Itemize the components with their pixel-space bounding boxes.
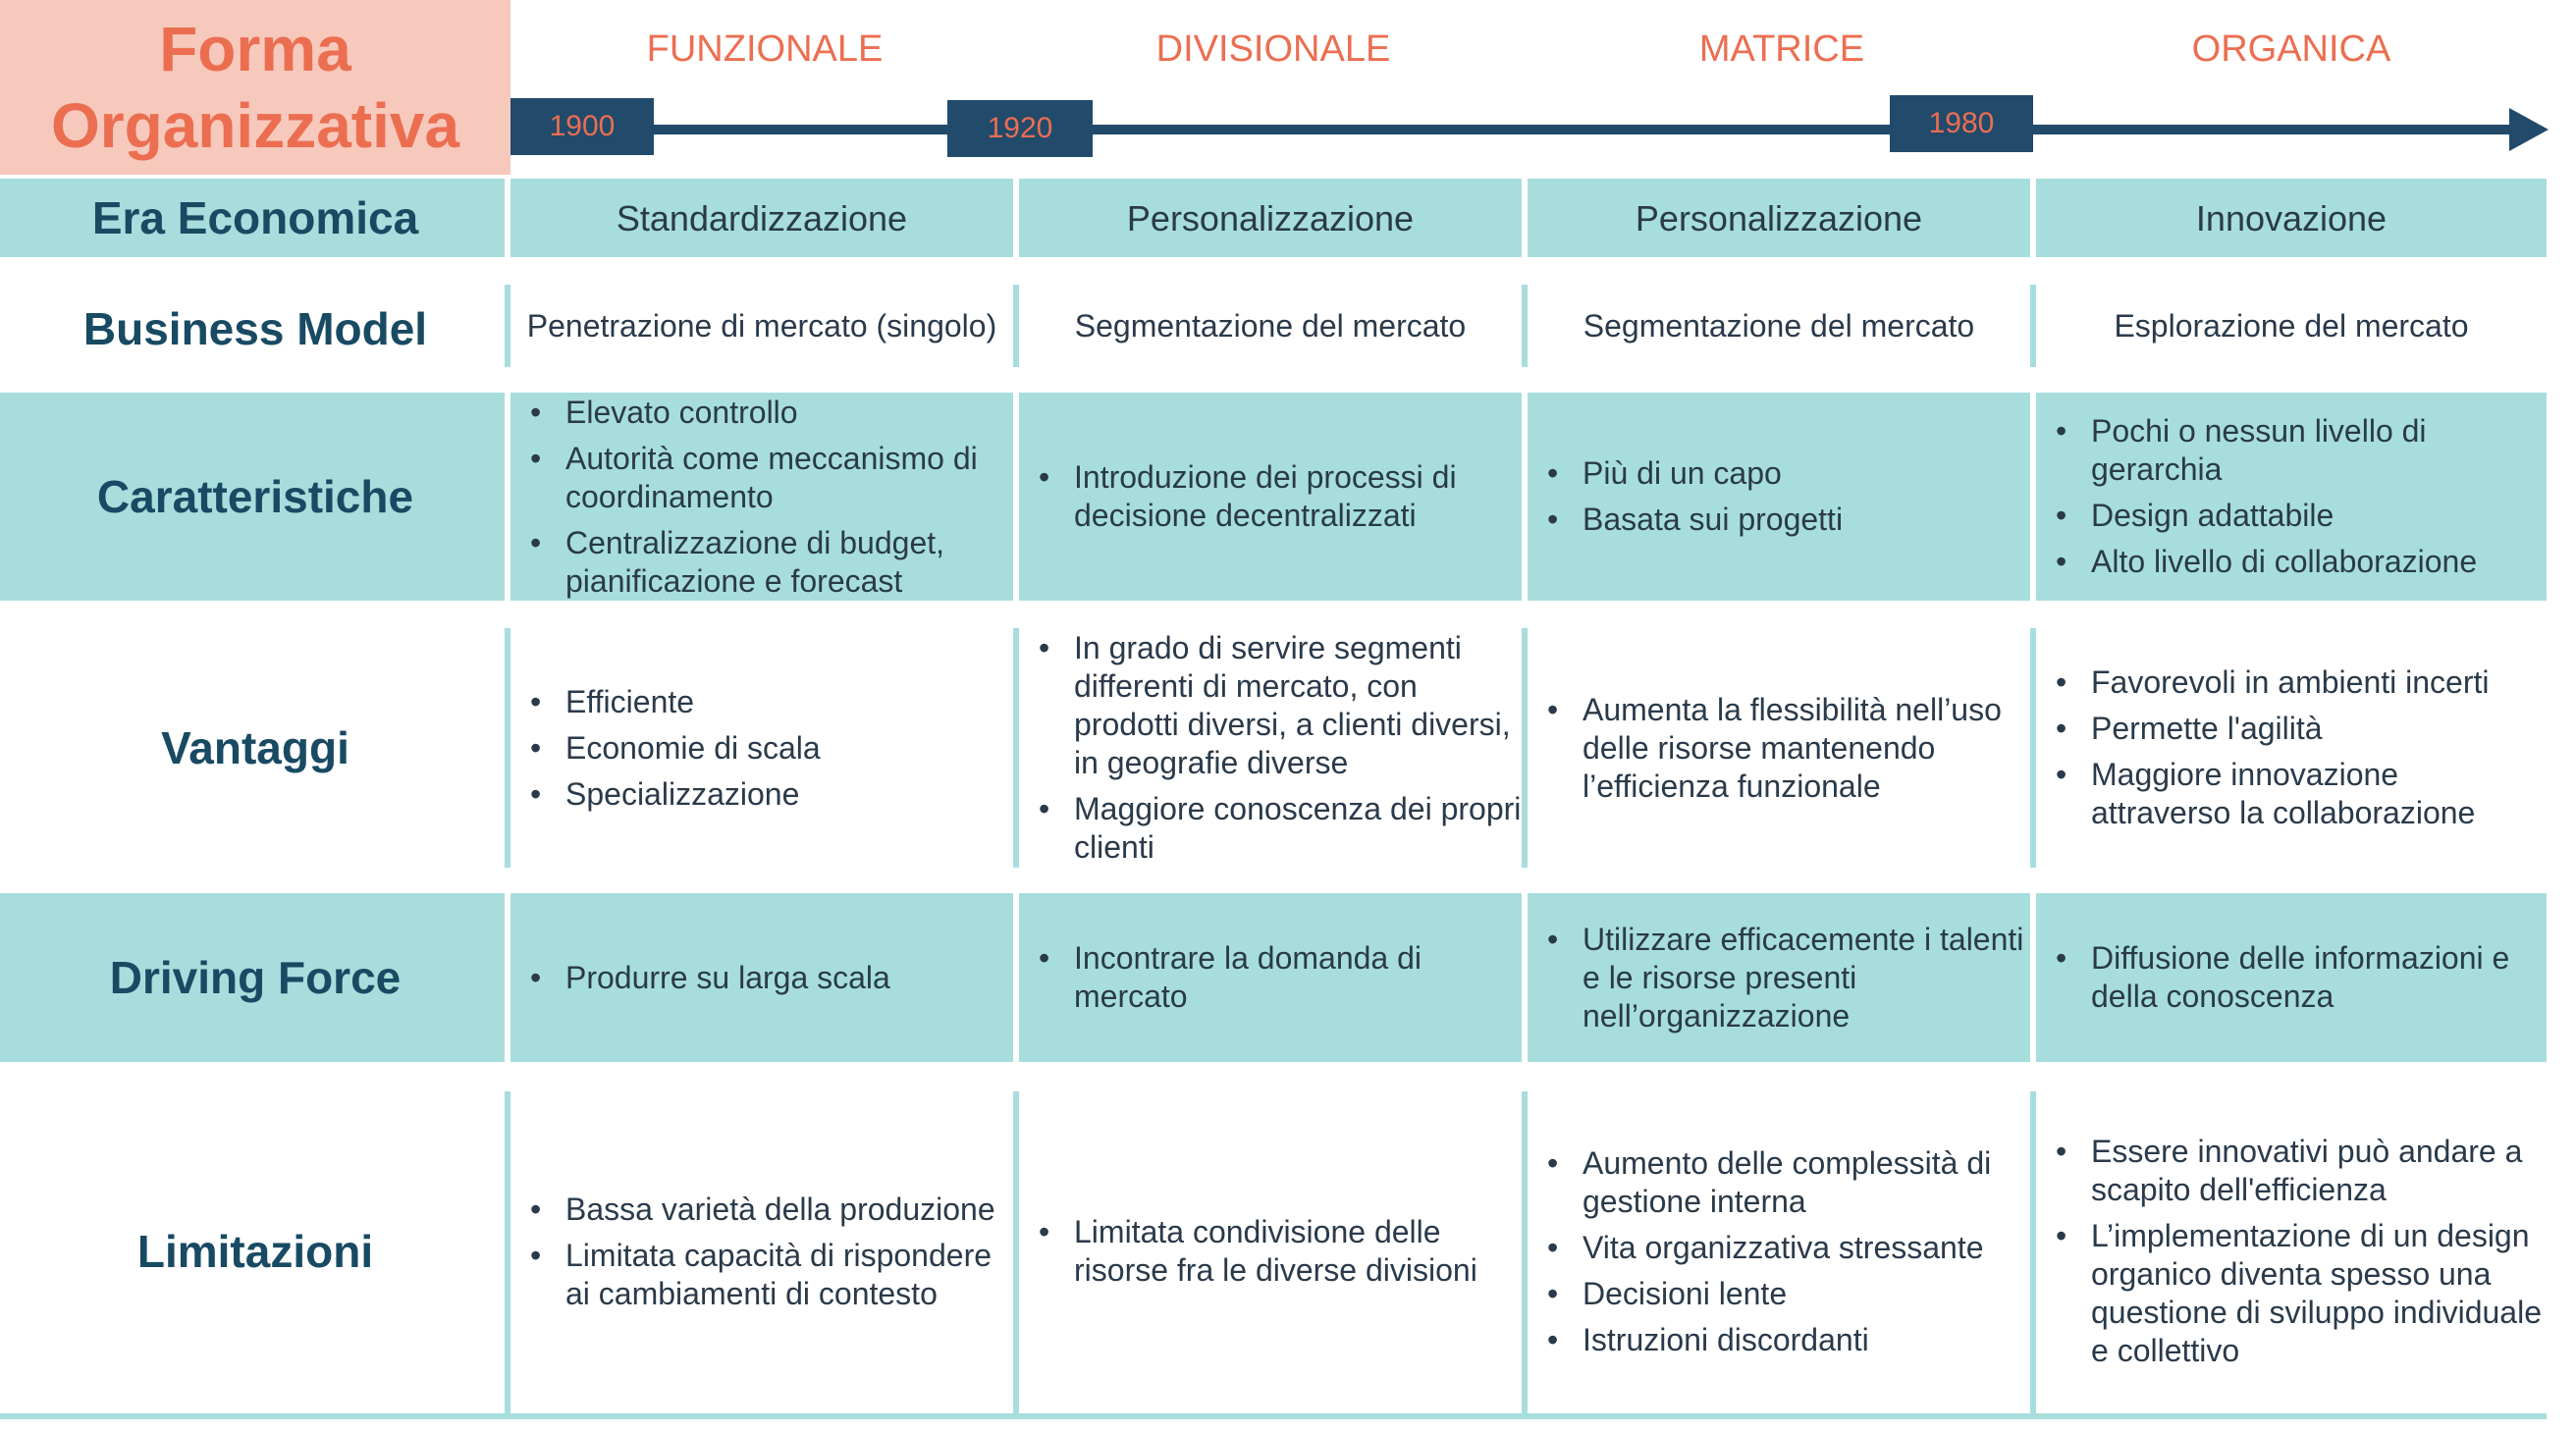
vantaggi-cell-organica: [2036, 628, 2547, 868]
list-item: • Incontrare la domanda di mercato: [1074, 939, 1522, 1016]
list-item: • Limitata capacità di rispondere ai cambiamenti di contesto: [565, 1237, 1013, 1313]
row-label-business-model: Business Model: [82, 303, 428, 354]
list-item: • Produrre su larga scala: [565, 959, 890, 997]
list-item: • L’implementazione di un design organico diventa spesso una questione di sviluppo individuale e collettivo: [2091, 1217, 2547, 1370]
list-item: • Elevato controllo: [565, 394, 1013, 432]
list-item: • Economie di scala: [565, 729, 821, 768]
limitazioni-cell-funzionale: [510, 1091, 1013, 1411]
list-item: • Decisioni lente: [1583, 1275, 2030, 1313]
business-cell-organica: Esplorazione del mercato: [2114, 307, 2469, 344]
era-cell-matrice: Personalizzazione: [1635, 197, 1923, 238]
list-item: • Specializzazione: [565, 775, 821, 814]
business-cell-matrice: Segmentazione del mercato: [1583, 307, 1975, 344]
list-item: • Bassa varietà della produzione: [565, 1191, 1013, 1229]
driving-cell-funzionale: [510, 893, 1013, 1062]
vantaggi-cell-funzionale: [510, 628, 1013, 868]
list-item: • Essere innovativi può andare a scapito dell'efficienza: [2091, 1133, 2547, 1209]
year-marker-1980: 1980: [1890, 95, 2033, 152]
list-item: • Vita organizzativa stressante: [1583, 1229, 2030, 1267]
list-item: • In grado di servire segmenti differenti di mercato, con prodotti diversi, a clienti diversi, in geografie diverse: [1074, 629, 1522, 782]
row-label-era: Era Economica: [91, 192, 419, 243]
form-header-divisionale: DIVISIONALE: [1155, 28, 1391, 70]
vantaggi-cell-matrice: [1528, 628, 2030, 868]
title-line-2: Organizzativa: [50, 90, 460, 161]
caratteristiche-cell-organica: [2036, 393, 2547, 601]
list-item: • Maggiore innovazione attraverso la collaborazione: [2091, 756, 2547, 832]
row-label-vantaggi: Vantaggi: [161, 722, 349, 773]
list-item: • Diffusione delle informazioni e della conoscenza: [2091, 939, 2547, 1016]
limitazioni-cell-organica: [2036, 1091, 2547, 1411]
list-item: • Utilizzare efficacemente i talenti e le risorse presenti nell’organizzazione: [1583, 921, 2030, 1035]
era-cell-organica: Innovazione: [2195, 197, 2388, 238]
driving-cell-organica: [2036, 893, 2547, 1062]
title-line-1: Forma: [159, 14, 351, 84]
list-item: • Favorevoli in ambienti incerti: [2091, 663, 2547, 702]
list-item: • Istruzioni discordanti: [1583, 1321, 2030, 1359]
business-cell-funzionale: Penetrazione di mercato (singolo): [526, 307, 997, 344]
form-header-organica: ORGANICA: [2191, 28, 2391, 70]
list-item: • Introduzione dei processi di decisione decentralizzati: [1074, 458, 1522, 535]
era-cell-divisionale: Personalizzazione: [1126, 197, 1415, 238]
list-item: • Basata sui progetti: [1583, 501, 1843, 539]
year-marker-1920: 1920: [947, 100, 1093, 157]
list-item: • Maggiore conoscenza dei propri clienti: [1074, 790, 1522, 867]
list-item: • Limitata condivisione delle risorse fra le diverse divisioni: [1074, 1213, 1522, 1290]
timeline-line: [510, 125, 2523, 134]
timeline-arrow-icon: [2509, 108, 2549, 151]
title-cell: [0, 0, 510, 175]
row-label-caratteristiche: Caratteristiche: [96, 471, 414, 522]
list-item: • Alto livello di collaborazione: [2091, 543, 2547, 581]
caratteristiche-cell-matrice: [1528, 393, 2030, 601]
list-item: • Centralizzazione di budget, pianificazione e forecast: [565, 524, 1013, 601]
caratteristiche-cell-funzionale: [510, 393, 1013, 601]
list-item: • Aumenta la flessibilità nell’uso delle risorse mantenendo l’efficienza funzionale: [1583, 691, 2030, 806]
row-label-driving-force: Driving Force: [109, 952, 402, 1003]
form-header-funzionale: FUNZIONALE: [646, 28, 884, 70]
list-item: • Aumento delle complessità di gestione interna: [1583, 1144, 2030, 1221]
list-item: • Pochi o nessun livello di gerarchia: [2091, 412, 2547, 489]
form-header-matrice: MATRICE: [1698, 28, 1865, 70]
driving-cell-divisionale: [1019, 893, 1522, 1062]
list-item: • Autorità come meccanismo di coordinamento: [565, 440, 1013, 516]
era-cell-funzionale: Standardizzazione: [616, 197, 908, 238]
limitazioni-cell-matrice: [1528, 1091, 2030, 1411]
caratteristiche-cell-divisionale: [1019, 393, 1522, 601]
limitazioni-cell-divisionale: [1019, 1091, 1522, 1411]
year-marker-1900: 1900: [510, 98, 654, 155]
row-label-limitazioni: Limitazioni: [136, 1226, 374, 1277]
vantaggi-cell-divisionale: [1019, 628, 1522, 868]
driving-cell-matrice: [1528, 893, 2030, 1062]
bottom-border: [0, 1413, 2547, 1419]
list-item: • Design adattabile: [2091, 497, 2547, 535]
list-item: • Efficiente: [565, 683, 821, 721]
business-cell-divisionale: Segmentazione del mercato: [1074, 307, 1467, 344]
list-item: • Permette l'agilità: [2091, 710, 2547, 748]
list-item: • Più di un capo: [1583, 454, 1843, 493]
